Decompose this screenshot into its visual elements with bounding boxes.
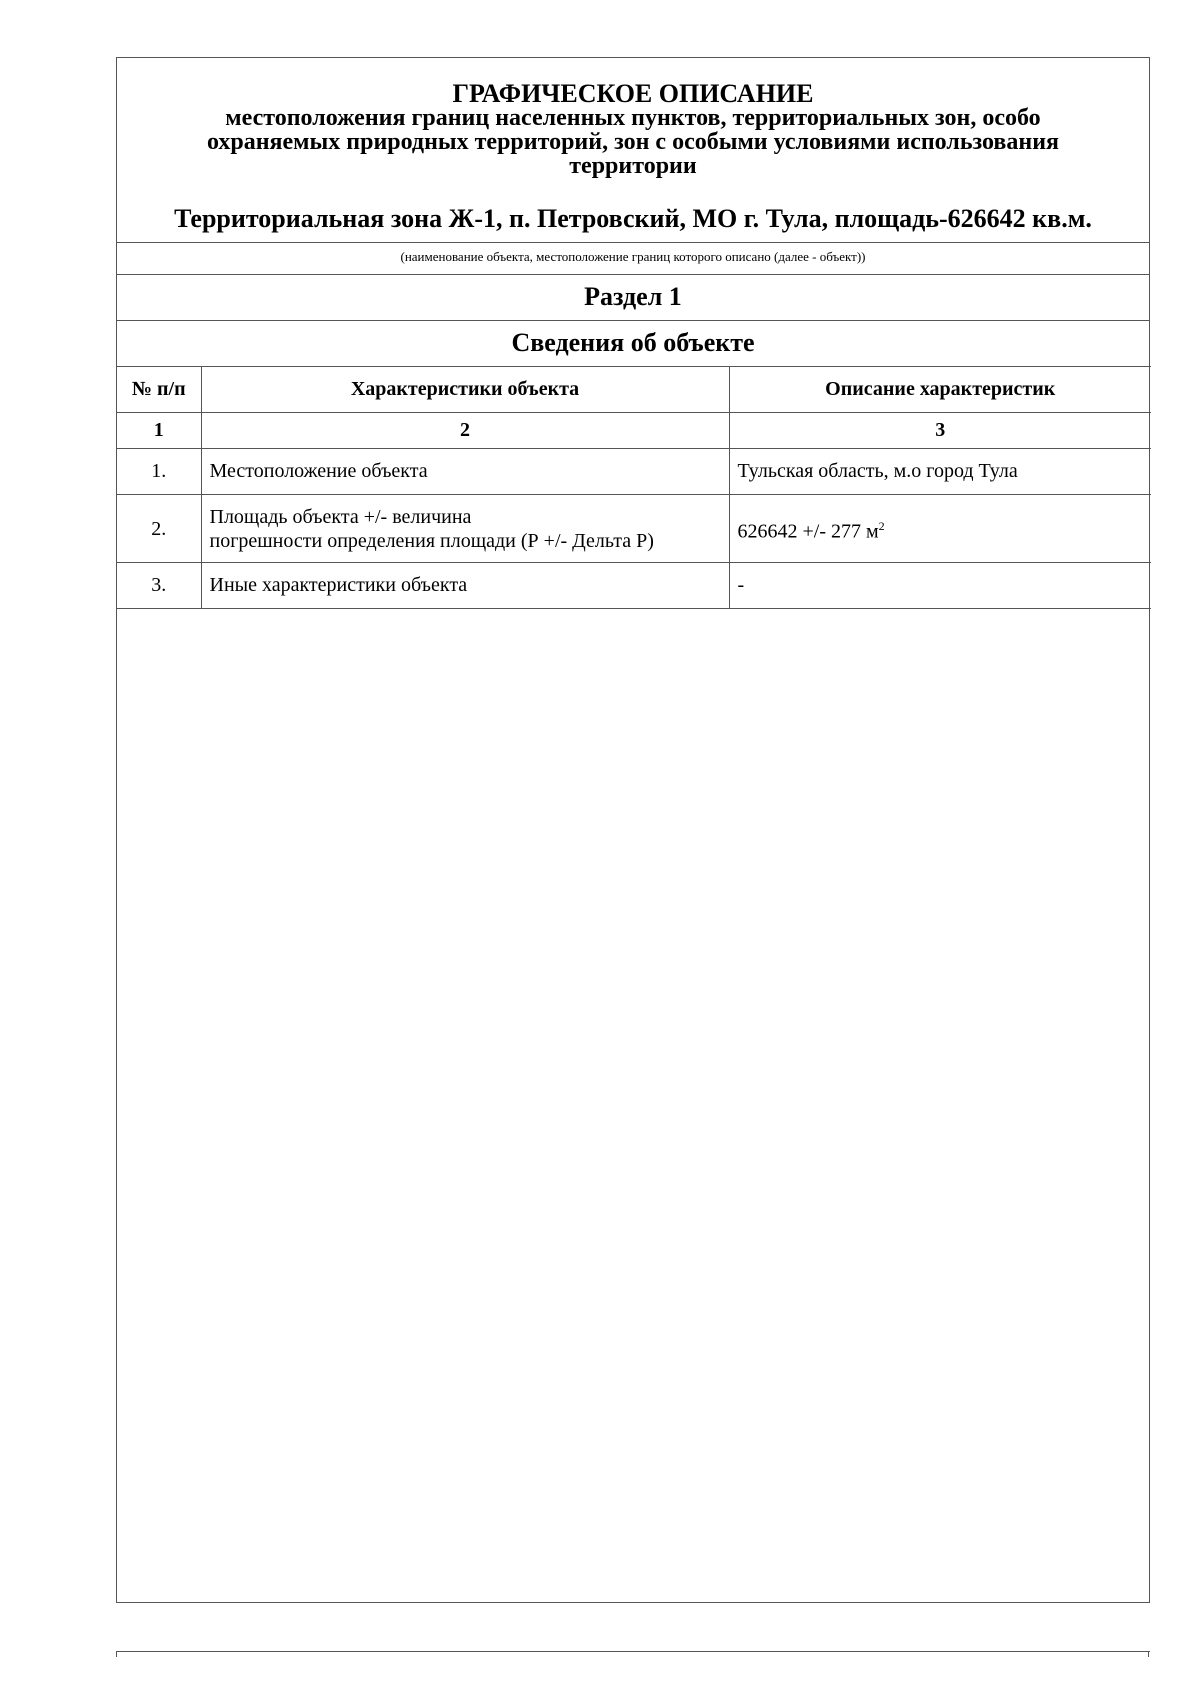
document-subtitle-line3: территории [569,153,697,179]
row-description: - [729,563,1151,609]
row-number: 1. [117,449,201,495]
column-header-characteristic: Характеристики объекта [201,367,729,413]
row-description: Тульская область, м.о город Тула [729,449,1151,495]
document-title: ГРАФИЧЕСКОЕ ОПИСАНИЕ [452,79,814,108]
row-number: 2. [117,495,201,563]
section-heading: Сведения об объекте [117,320,1149,366]
column-header-number: № п/п [117,367,201,413]
object-name: Территориальная зона Ж-1, п. Петровский, МО г. Тула, площадь-626642 кв.м. [174,204,1092,233]
row-characteristic [201,495,729,563]
column-header-description: Описание характеристик [729,367,1151,413]
column-number-1: 1 [117,413,201,449]
document-subtitle-line2: охраняемых природных территорий, зон с особыми условиями использования [206,129,1060,155]
row-characteristic: Иные характеристики объекта [201,563,729,609]
table-header-row [117,367,1151,413]
footer-divider-right-tick [1148,1651,1149,1657]
document-subtitle-line1: местоположения границ населенных пунктов, территориальных зон, особо [225,105,1041,131]
row-description [729,495,1151,563]
row-characteristic: Местоположение объекта [201,449,729,495]
document-frame [116,57,1150,1603]
section-label: Раздел 1 [117,274,1149,320]
object-name-caption: (наименование объекта, местоположение границ которого описано (далее - объект)) [117,242,1149,274]
column-number-2: 2 [201,413,729,449]
table-row [117,495,1151,563]
footer-divider [116,1651,1150,1652]
row-number: 3. [117,563,201,609]
row-description-superscript: 2 [878,518,885,533]
footer-divider-left-tick [116,1651,117,1657]
table-row [117,563,1151,609]
object-info-table [117,366,1151,609]
row-description-value: 626642 +/- 277 м [737,520,879,543]
document-header [117,58,1149,242]
row-characteristic-line1: Площадь объекта +/- величина [209,505,472,528]
column-number-3: 3 [729,413,1151,449]
row-characteristic-line2: погрешности определения площади (Р +/- Дельта Р) [209,529,654,552]
table-column-number-row [117,413,1151,449]
table-row [117,449,1151,495]
